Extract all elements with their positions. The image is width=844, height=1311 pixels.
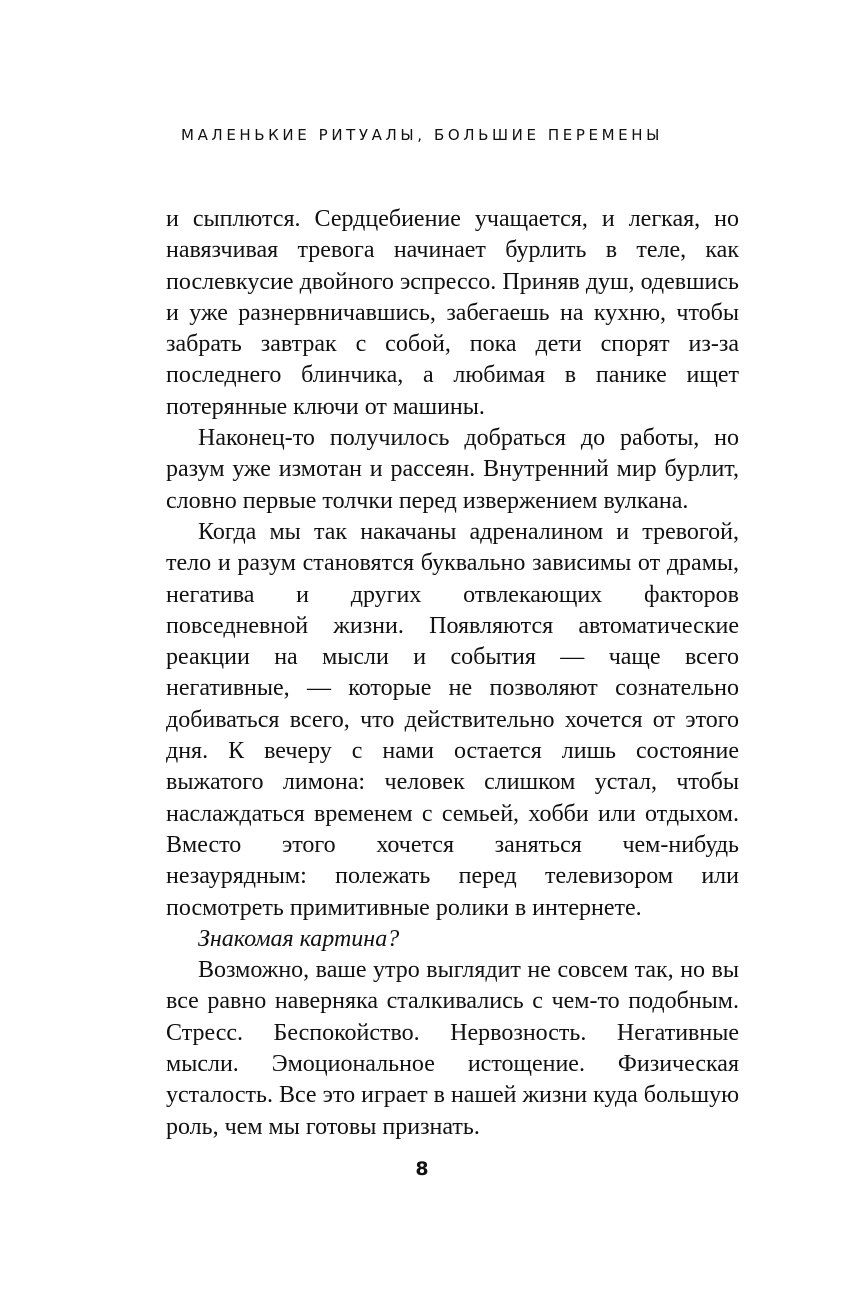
paragraph: Возможно, ваше утро выглядит не совсем так, но вы все равно наверняка сталкивались с чем-то подобным. Стресс. Беспокойство. Нервозность. Негативные мысли. Эмоциональное истощение. Физическая усталость. Все это играет в нашей жизни куда большую роль, чем мы готовы признать. — [166, 957, 739, 1140]
running-head: МАЛЕНЬКИЕ РИТУАЛЫ, БОЛЬШИЕ ПЕРЕМЕНЫ — [181, 126, 663, 144]
paragraph: Наконец-то получилось добраться до работы, но разум уже измотан и рассеян. Внутренний мир бурлит, словно первые толчки перед извержением вулкана. — [166, 425, 739, 514]
page-number: 8 — [415, 1158, 429, 1180]
italic-question: Знакомая картина? — [198, 925, 400, 952]
body-text — [166, 204, 739, 1143]
paragraph-continuation: и сыплются. Сердцебиение учащается, и легкая, но навязчивая тревога начинает бурлить в теле, как послевкусие двойного эспрессо. Приняв душ, одевшись и уже разнервничавшись, забегаешь на кухню, чтобы забрать завтрак с собой, пока дети спорят из-за последнего блинчика, а любимая в панике ищет потерянные ключи от машины. — [166, 206, 739, 420]
paragraph: Когда мы так накачаны адреналином и тревогой, тело и разум становятся буквально зависимы от драмы, негатива и других отвлекающих факторов повседневной жизни. Появляются автоматические реакции на мысли и события — чаще всего негативные, — которые не позволяют сознательно добиваться всего, что действительно хочется от этого дня. К вечеру с нами остается лишь состояние выжатого лимона: человек слишком устал, чтобы наслаждаться временем с семьей, хобби или отдыхом. Вместо этого хочется заняться чем-нибудь незаурядным: полежать перед телевизором или посмотреть примитивные ролики в интернете. — [166, 518, 739, 921]
